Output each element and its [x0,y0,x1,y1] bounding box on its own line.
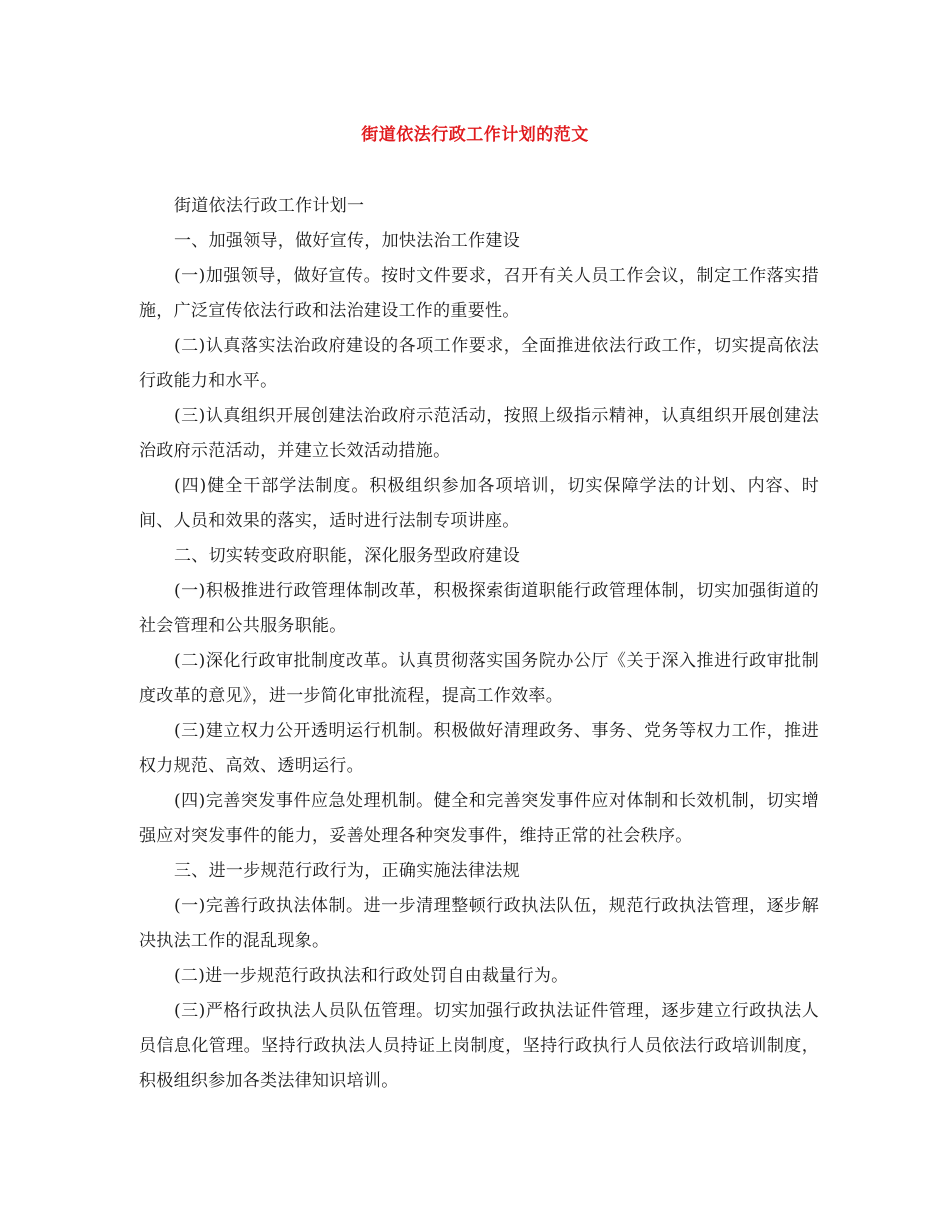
section-heading-three: 三、进一步规范行政行为，正确实施法律法规 [174,861,520,881]
paragraph: (二)认真落实法治政府建设的各项工作要求，全面推进依法行政工作，切实提高依法行政能力和水平。 [139,336,819,391]
paragraph: (三)严格行政执法人员队伍管理。切实加强行政执法证件管理，逐步建立行政执法人员信息化管理。坚持行政执法人员持证上岗制度，坚持行政执行人员依法行政培训制度，积极组织参加各类法律知识培训。 [139,1001,819,1091]
paragraph: (一)积极推进行政管理体制改革，积极探索街道职能行政管理体制，切实加强街道的社会管理和公共服务职能。 [139,581,819,636]
document-title: 街道依法行政工作计划的范文 [361,125,589,145]
paragraph: (二)进一步规范行政执法和行政处罚自由裁量行为。 [174,966,569,986]
section-heading-two: 二、切实转变政府职能，深化服务型政府建设 [174,546,520,566]
paragraph: (三)建立权力公开透明运行机制。积极做好清理政务、事务、党务等权力工作，推进权力规范、高效、透明运行。 [139,721,819,776]
paragraph: (三)认真组织开展创建法治政府示范活动，按照上级指示精神，认真组织开展创建法治政府示范活动，并建立长效活动措施。 [139,406,819,461]
paragraph: (四)完善突发事件应急处理机制。健全和完善突发事件应对体制和长效机制，切实增强应对突发事件的能力，妥善处理各种突发事件，维持正常的社会秩序。 [139,791,819,846]
paragraph: (一)完善行政执法体制。进一步清理整顿行政执法队伍，规范行政执法管理，逐步解决执法工作的混乱现象。 [139,896,819,951]
section-heading-one: 一、加强领导，做好宣传，加快法治工作建设 [174,231,520,251]
document-body [139,189,819,1099]
paragraph: (四)健全干部学法制度。积极组织参加各项培训，切实保障学法的计划、内容、时间、人员和效果的落实，适时进行法制专项讲座。 [139,476,819,531]
paragraph: (二)深化行政审批制度改革。认真贯彻落实国务院办公厅《关于深入推进行政审批制度改革的意见》，进一步简化审批流程，提高工作效率。 [139,651,819,706]
paragraph: (一)加强领导，做好宣传。按时文件要求，召开有关人员工作会议，制定工作落实措施，广泛宣传依法行政和法治建设工作的重要性。 [139,266,819,321]
section-heading-plan-one: 街道依法行政工作计划一 [174,196,365,216]
